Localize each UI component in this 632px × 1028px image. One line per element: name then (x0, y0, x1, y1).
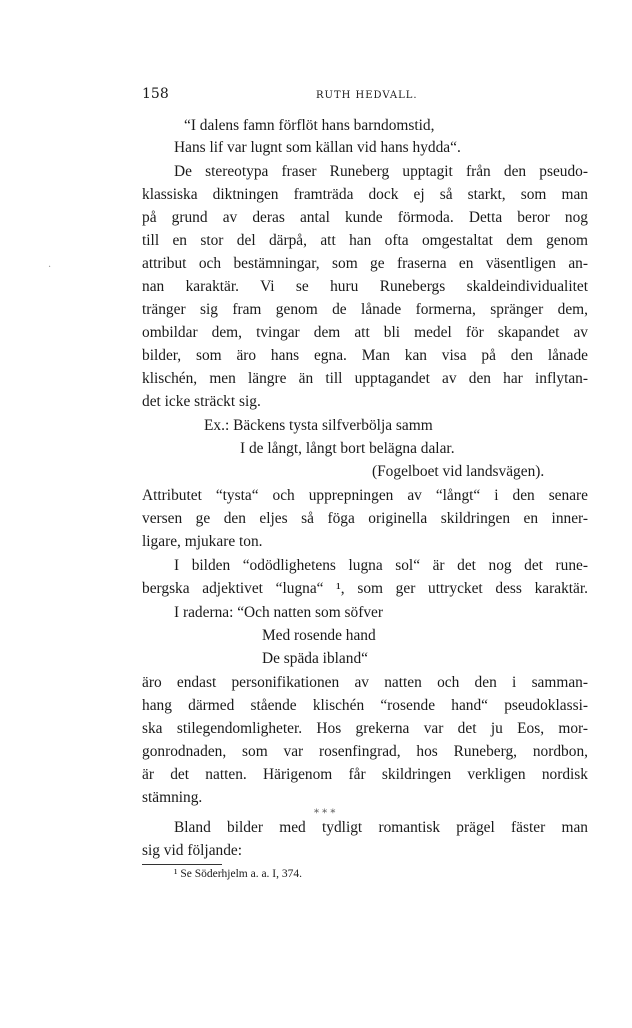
running-title: RUTH HEDVALL. (316, 90, 418, 101)
paragraph-line: är det natten. Härigenom får skildringen verkligen nordisk (142, 766, 588, 783)
paragraph-line: Bland bilder med tydligt romantisk prägel fäster man (174, 819, 588, 836)
paragraph-line: I bilden “odödlighetens lugna sol“ är det nog det rune- (174, 557, 588, 574)
paragraph-line: ska stilegendomligheter. Hos grekerna var det ju Eos, mor- (142, 720, 588, 737)
paragraph-line: hang därmed stående klischén “rosende hand“ pseudoklassi- (142, 697, 588, 714)
paragraph-line: gonrodnaden, som var rosenfingrad, hos Runeberg, nordbon, (142, 743, 588, 760)
paragraph-line: Attributet “tysta“ och upprepningen av “långt“ i den senare (142, 487, 588, 504)
paragraph-line: klassiska diktningen framträda dock ej så starkt, som man (142, 186, 588, 203)
paragraph-line: ligare, mjukare ton. (142, 533, 263, 550)
paragraph-line: stämning. (142, 789, 203, 806)
paragraph-line: det icke sträckt sig. (142, 393, 261, 410)
paragraph-line: tränger sig fram genom de lånade formerna, spränger dem, (142, 301, 588, 318)
paragraph-line: ombildar dem, tvingar dem att bli medel för skapandet av (142, 324, 588, 341)
quote-line: Hans lif var lugnt som källan vid hans hydda“. (174, 139, 461, 156)
paragraph-line: klischén, men längre än till upptagandet av den har inflytan- (142, 370, 588, 387)
poem-line: De späda ibland“ (262, 650, 368, 667)
paragraph-line: bilder, som äro hans egna. Man kan visa på den lånade (142, 347, 588, 364)
quote-line: “I dalens famn förflöt hans barndomstid, (184, 117, 435, 134)
margin-mark: · (48, 262, 52, 273)
paragraph-line: De stereotypa fraser Runeberg upptagit från den pseudo- (174, 163, 588, 180)
example-source: (Fogelboet vid landsvägen). (372, 463, 545, 480)
section-break: * * * (314, 808, 336, 819)
paragraph-line: bergska adjektivet “lugna“ ¹, som ger uttrycket dess karaktär. (142, 580, 588, 597)
page-number: 158 (142, 86, 169, 102)
paragraph-line: attribut och bestämningar, som ge fraserna en väsentligen an- (142, 255, 588, 272)
paragraph-line: sig vid följande: (142, 842, 243, 859)
footnote-rule (142, 864, 222, 865)
paragraph-line: versen ge den eljes så föga originella skildringen en inner- (142, 510, 588, 527)
paragraph-line: nan karaktär. Vi se huru Runebergs skaldeindividualitet (142, 278, 588, 295)
example-line: Ex.: Bäckens tysta silfverbölja samm (204, 417, 433, 434)
paragraph-line: till en stor del därpå, att han ofta omgestaltat dem genom (142, 232, 588, 249)
example-line: I de långt, långt bort belägna dalar. (240, 440, 455, 457)
paragraph-line: på grund av deras antal kunde förmoda. Detta beror nog (142, 209, 588, 226)
poem-line: I raderna: “Och natten som söfver (174, 604, 383, 621)
footnote: ¹ Se Söderhjelm a. a. I, 374. (174, 868, 303, 880)
paragraph-line: äro endast personifikationen av natten och den i samman- (142, 674, 588, 691)
poem-line: Med rosende hand (262, 627, 376, 644)
